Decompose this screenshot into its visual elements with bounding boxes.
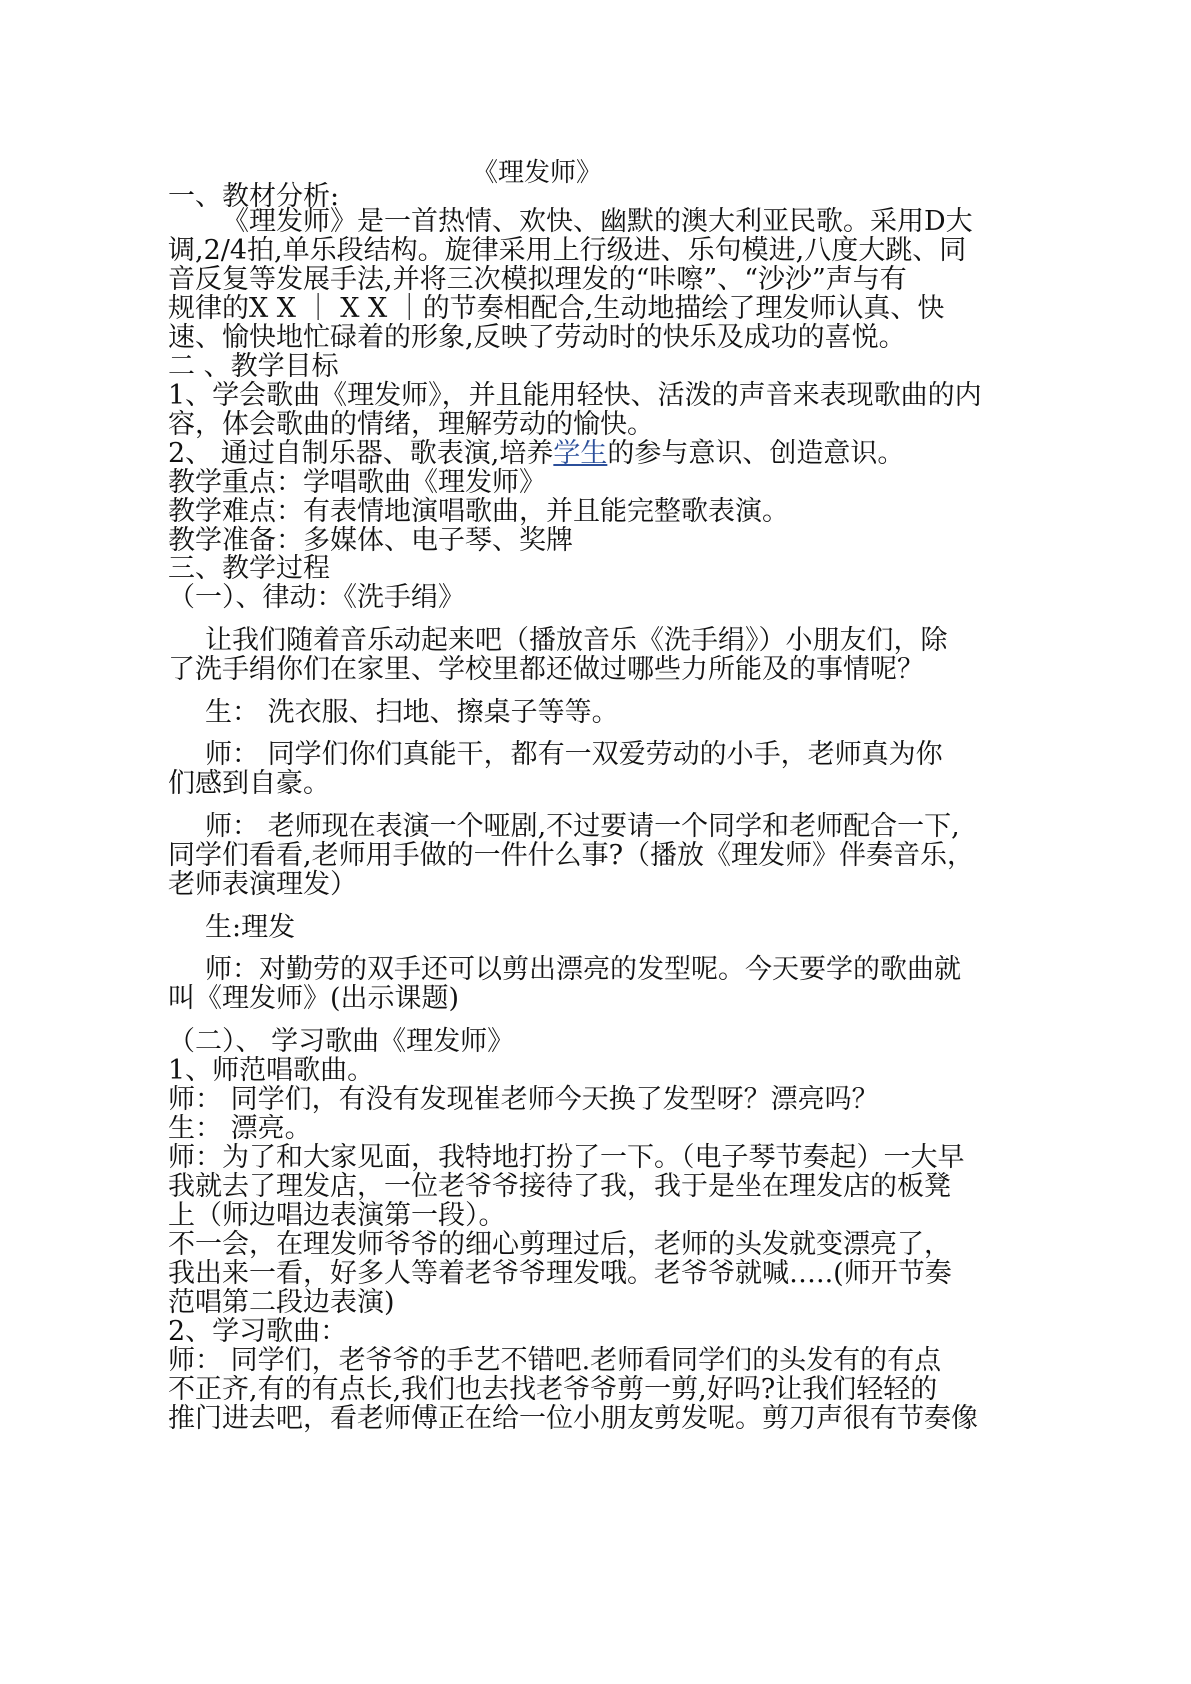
analysis-line: 《理发师》是一首热情、欢快、幽默的澳大利亚民歌。采用D大	[222, 206, 973, 237]
dialog-line: 不正齐,有的有点长,我们也去找老爷爷剪一剪,好吗?让我们轻轻的	[168, 1374, 938, 1405]
goal-line-2	[168, 438, 904, 469]
goal-line: 容，体会歌曲的情绪，理解劳动的愉快。	[168, 409, 654, 440]
dialog-line: 范唱第二段边表演)	[168, 1287, 395, 1318]
students-link[interactable]: 学生	[553, 438, 608, 469]
analysis-line: 调,2/4拍,单乐段结构。旋律采用上行级进、乐句模进,八度大跳、同	[168, 235, 967, 266]
paragraph-line: 同学们看看,老师用手做的一件什么事?（播放《理发师》伴奏音乐，	[168, 840, 975, 871]
paragraph-line: 老师表演理发）	[168, 869, 357, 900]
dialog-line: 我就去了理发店，一位老爷爷接待了我，我于是坐在理发店的板凳	[168, 1171, 951, 1202]
dialog-line: 生： 漂亮。	[168, 1113, 312, 1144]
step-heading: 2、学习歌曲：	[168, 1316, 348, 1347]
dialog-line: 上（师边唱边表演第一段）。	[168, 1200, 506, 1231]
preparation: 教学准备：多媒体、电子琴、奖牌	[168, 525, 573, 556]
section-heading-analysis: 一、教材分析:	[168, 181, 340, 212]
key-point: 教学重点：学唱歌曲《理发师》	[168, 467, 546, 498]
paragraph-line: 师： 老师现在表演一个哑剧,不过要请一个同学和老师配合一下,	[205, 811, 960, 842]
part1-heading: （一）、律动：《洗手绢》	[168, 582, 465, 613]
paragraph-line: 生： 洗衣服、扫地、擦桌子等等。	[205, 697, 619, 728]
analysis-line: 规律的X X ｜ X X ｜的节奏相配合,生动地描绘了理发师认真、快	[168, 293, 945, 324]
goal2-text: 2、 通过自制乐器、歌表演,培养	[168, 438, 554, 469]
step-heading: 1、师范唱歌曲。	[168, 1055, 375, 1086]
analysis-line: 速、愉快地忙碌着的形象,反映了劳动时的快乐及成功的喜悦。	[168, 322, 906, 353]
paragraph-line: 让我们随着音乐动起来吧（播放音乐《洗手绢》）小朋友们，除	[205, 625, 948, 656]
document-title: 《理发师》	[472, 158, 603, 188]
paragraph-line: 了洗手绢你们在家里、学校里都还做过哪些力所能及的事情呢？	[168, 654, 924, 685]
paragraph-line: 们感到自豪。	[168, 768, 330, 799]
part2-heading: （二）、 学习歌曲《理发师》	[168, 1026, 515, 1057]
section-heading-goals: 二 、教学目标	[168, 351, 339, 382]
section-heading-process: 三、教学过程	[168, 553, 330, 584]
dialog-line: 不一会，在理发师爷爷的细心剪理过后，老师的头发就变漂亮了，	[168, 1229, 951, 1260]
goal-line: 1、学会歌曲《理发师》，并且能用轻快、活泼的声音来表现歌曲的内	[168, 380, 982, 411]
dialog-line: 师：为了和大家见面，我特地打扮了一下。（电子琴节奏起）一大早	[168, 1142, 965, 1173]
dialog-line: 师： 同学们，有没有发现崔老师今天换了发型呀？漂亮吗？	[168, 1084, 879, 1115]
paragraph-line: 生:理发	[205, 912, 296, 943]
difficulty: 教学难点：有表情地演唱歌曲，并且能完整歌表演。	[168, 496, 789, 527]
analysis-line: 音反复等发展手法,并将三次模拟理发的“咔嚓”、“沙沙”声与有	[168, 264, 907, 295]
paragraph-line: 师： 同学们你们真能干，都有一双爱劳动的小手，老师真为你	[205, 739, 943, 770]
paragraph-line: 叫《理发师》(出示课题)	[168, 983, 460, 1014]
paragraph-line: 师：对勤劳的双手还可以剪出漂亮的发型呢。今天要学的歌曲就	[205, 954, 961, 985]
dialog-line: 我出来一看，好多人等着老爷爷理发哦。老爷爷就喊…..(师开节奏	[168, 1258, 952, 1289]
dialog-line: 师： 同学们，老爷爷的手艺不错吧.老师看同学们的头发有的有点	[168, 1345, 942, 1376]
dialog-line: 推门进去吧，看老师傅正在给一位小朋友剪发呢。剪刀声很有节奏像	[168, 1403, 978, 1434]
goal2-text-end: 的参与意识、创造意识。	[607, 438, 905, 469]
